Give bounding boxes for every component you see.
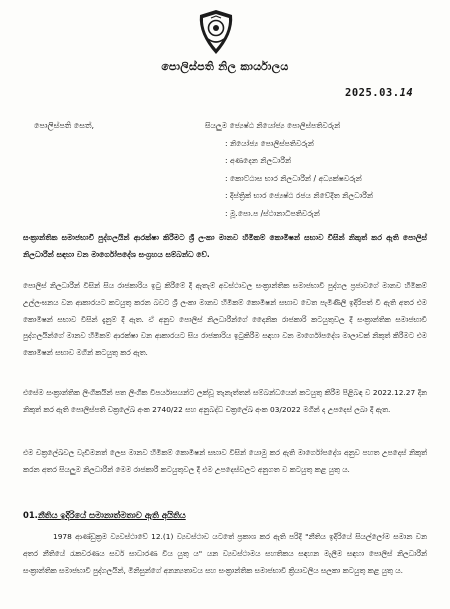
office-name: පොලිස්පති නිල කාර්යාලය [161, 60, 289, 73]
subject-line: සංක්‍රාන්තික සමාජභාවී පුද්ගලයින් ආරක්ෂා කිරීමට ශ්‍රී ලංකා මානව හිමිකම් කොමිෂන් සභාව විසින් නිකුත් කර ඇති පොලිස් නිලධාරීන් සඳහා වන මාර්ගෝපදේශ සංග්‍රහය සම්බන්ධ වේ. [23, 233, 427, 259]
date-printed: 2025.03. [345, 87, 400, 99]
recipient-list [205, 117, 373, 223]
body-paragraph-1: පොලිස් නිලධාරීන් විසින් සිය රාජකාරිය ඉටු කිරීමේ දී ඇතැම් අවස්ථාවල සංක්‍රාන්තික සමාජභාවී පුද්ගල ප්‍රජාවගේ මානව හිමිකම් උල්ලංඝනය වන ආකාරයට කටයුතු කරන බවට ශ්‍රී ලංකා මානව හිමිකම් කොමිෂන් සභාව වෙත පැමිණිලි ඉදිරිපත් වී ඇති අතර එම කොමිෂන් සභාව විසින් දැනුම් දී ඇත. ඒ අනුව පොලිස් නිලධාරීන්ගේ දෛනික රාජකාරි කටයුතුවල දී සංක්‍රාන්තික සමාජභාවී පුද්ගලයින්ගේ මානව හිමිකම් ආරක්ෂා වන ආකාරයට සිය රාජකාරිය ඉටුකිරීම සඳහා වන මාර්ගෝපදේශ මාලාවක් නිකුත් කිරීමට එම කොමිෂන් සභාව මගින් කටයුතු කර ඇත. [23, 281, 427, 358]
date-handwritten: 14 [399, 87, 414, 99]
section-heading [23, 510, 186, 521]
recipient-line: : අණදෙන නිලධාරීන් [225, 156, 292, 166]
letter-date [345, 87, 413, 99]
body-paragraph-3: එම චක්‍රලේඛවල වැඩිමනත් ලෙස මානව හිමිකම් කොමිෂන් සභාව විසින් යොමු කර ඇති මාර්ගෝපදේශ අනුව පහත උපදෙස් නිකුත් කරන අතර සියලුම නිලධාරීන් මෙම රාජකාරී කටයුතුවල දී එම උපදෙස්වලට අනුගත ව කටයුතු කළ යුතු ය. [23, 448, 427, 474]
sender-line: පොලිස්පති සෙත්, [34, 121, 95, 130]
section-title: නීතිය ඉදිරියේ සමානාත්මතාව ඇති අයිතිය [37, 510, 186, 520]
recipient-line: සියලුම ජ්‍යෙෂ්ඨ නියෝජ්‍ය පොලිස්පතිවරුන් [205, 121, 341, 130]
recipient-line: : නියෝජ්‍ය පොලිස්පතිවරුන් [225, 138, 314, 148]
body-paragraph-2: එසේම සංක්‍රාන්තික ලිංගිකයින් පත ලිංගික විපර්යාසයන්ට ලක්වූ තැනැත්තන් සම්බන්ධයෙන් කටයුතු කිරීම පිළිබඳ ව 2022.12.27 දින නිකුත් කර ඇති පොලිස්පති චක්‍රලේඛ අංක 2740/22 සහ අනුබද්ධ චක්‍රලේඛ අංක 03/2022 මගින් ද උපදෙස් ලබා දී ඇත. [23, 388, 427, 414]
recipient-line: : මූ.පො.ප /ස්ථානාධිපතිවරුන් [225, 208, 320, 218]
section-number: 01. [23, 510, 38, 520]
police-crest-icon [194, 8, 238, 56]
recipient-line: : කොට්ඨාස භාර නිලධාරීන් / අධ්‍යක්ෂවරුන් [225, 173, 362, 183]
recipient-line: : දිස්ත්‍රික් භාර ජ්‍යෙෂ්ඨ රජය නිවේදිත නිලධාරීන් [225, 191, 373, 201]
body-paragraph-4: 1978 ආණ්ඩුක්‍රම ව්‍යවස්ථාවේ 12.(1) ව්‍යවස්ථාව යටතේ ප්‍රකාශ කර ඇති පරිදි "නීතිය ඉදිරියේ සියල්ලෝම සමාන වන අතර නීතියේ රැකවරණය සර්ව සාධාරණ විය යුතු ය" යන ව්‍යවස්ථාමය සහතිකය සඳහන මැලීම සඳහා පොලිස් නිලධාරීන් සංක්‍රාන්තික සමාජභාවී පුද්ගලයින්, මිනිසුන්ගේ අනන්‍යතාවය සහ සංක්‍රාන්තික සමාජභාවී ක්‍රියාවලිය සලකා කටයුතු කළ යුතු ය. [23, 532, 427, 575]
